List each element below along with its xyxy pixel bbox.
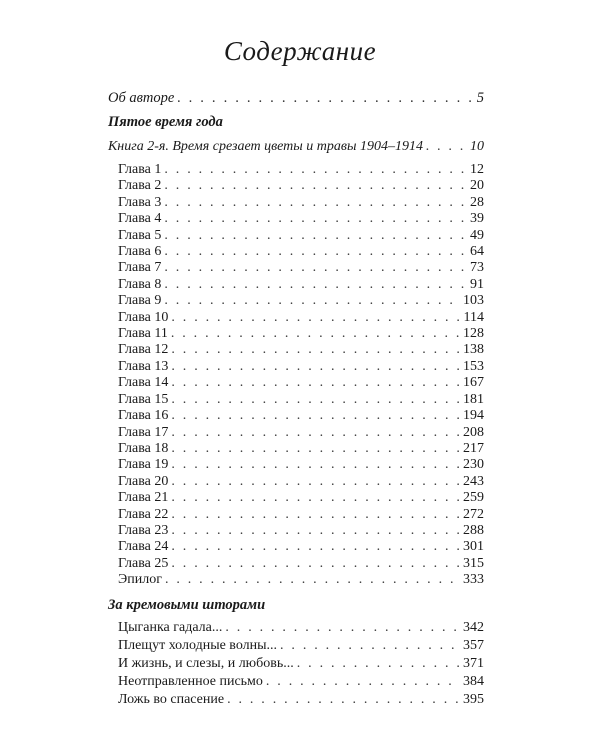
toc-entry-about[interactable] — [108, 88, 484, 108]
dot-leader — [164, 293, 460, 309]
dot-leader — [171, 556, 460, 572]
toc-entry-page: 73 — [470, 260, 484, 276]
toc-entry-label: Цыганка гадала... — [118, 619, 223, 635]
toc-entry-page: 114 — [463, 309, 484, 325]
toc-entry-chapter[interactable] — [118, 392, 484, 408]
toc-entry-chapter[interactable] — [118, 490, 484, 506]
dot-leader — [171, 539, 460, 555]
toc-entry-label: Глава 12 — [118, 342, 169, 358]
toc-entry-label: Глава 14 — [118, 375, 169, 391]
toc-entry-label: Книга 2-я. Время срезает цветы и травы 1904–1914 — [108, 139, 423, 154]
toc-entry-page: 395 — [463, 692, 484, 708]
toc-entry-page: 208 — [463, 424, 484, 440]
toc-entry-label: Глава 16 — [118, 408, 169, 424]
toc-entry-page: 243 — [463, 473, 484, 489]
toc-entry-page: 181 — [463, 391, 484, 407]
toc-entry-chapter[interactable] — [118, 244, 484, 260]
toc-entry-chapter[interactable] — [118, 507, 484, 523]
toc-entry-page: 28 — [470, 194, 484, 210]
toc-entry-chapter[interactable] — [118, 474, 484, 490]
toc-entry-book[interactable] — [108, 138, 484, 156]
toc-entry-label: Глава 7 — [118, 260, 162, 276]
toc-entry-page: 315 — [463, 555, 484, 571]
toc-entry-page: 49 — [470, 227, 484, 243]
toc-entry-page: 384 — [463, 674, 484, 690]
toc-entry-label: Глава 23 — [118, 522, 169, 538]
toc-entry-chapter[interactable] — [118, 260, 484, 276]
dot-leader — [164, 162, 467, 178]
dot-leader — [164, 211, 467, 227]
toc-entry-chapter[interactable] — [118, 425, 484, 441]
toc-entry-page: 342 — [463, 619, 484, 635]
toc-entry-page: 217 — [463, 440, 484, 456]
dot-leader — [171, 425, 460, 441]
toc-entry-epilogue[interactable] — [118, 572, 484, 588]
toc-entry-label: Глава 20 — [118, 473, 169, 489]
toc-entry-chapter[interactable] — [118, 195, 484, 211]
toc-entry-chapter[interactable] — [118, 523, 484, 539]
toc-entry-label: Глава 24 — [118, 539, 169, 555]
dot-leader — [225, 619, 460, 637]
toc-entry-label: Глава 11 — [118, 326, 168, 342]
toc-entry-label: Глава 8 — [118, 276, 162, 292]
toc-entry-label: Глава 18 — [118, 440, 169, 456]
dot-leader — [171, 359, 460, 375]
dot-leader — [171, 474, 460, 490]
toc-entry-page: 91 — [470, 276, 484, 292]
toc-entry-chapter[interactable] — [118, 277, 484, 293]
toc-entry-label: Глава 21 — [118, 490, 169, 506]
toc-entry-story[interactable] — [118, 691, 484, 709]
dot-leader — [171, 310, 460, 326]
toc-entry-label: Об авторе — [108, 90, 175, 106]
dot-leader — [164, 260, 467, 276]
toc-entry-chapter[interactable] — [118, 441, 484, 457]
toc-entry-label: Глава 6 — [118, 244, 162, 260]
dot-leader — [171, 392, 460, 408]
toc-entry-page: 153 — [463, 358, 484, 374]
toc-entry-label: Неотправленное письмо — [118, 674, 263, 690]
dot-leader — [164, 178, 467, 194]
toc-entry-page: 20 — [470, 178, 484, 194]
dot-leader — [297, 655, 460, 673]
toc-entry-page: 64 — [470, 244, 484, 260]
toc-entry-story[interactable] — [118, 637, 484, 655]
toc-entry-page: 128 — [463, 326, 484, 342]
toc-entry-page: 5 — [476, 90, 484, 106]
toc-entry-chapter[interactable] — [118, 539, 484, 555]
toc-entry-label: Глава 13 — [118, 358, 169, 374]
toc-entry-page: 272 — [463, 506, 484, 522]
dot-leader — [227, 691, 460, 709]
dot-leader — [171, 441, 460, 457]
toc-entry-chapter[interactable] — [118, 326, 484, 342]
dot-leader — [171, 523, 460, 539]
toc-entry-label: Глава 25 — [118, 555, 169, 571]
toc-entry-chapter[interactable] — [118, 457, 484, 473]
dot-leader — [164, 228, 467, 244]
toc-entry-label: Ложь во спасение — [118, 692, 225, 708]
toc-entry-label: Плещут холодные волны... — [118, 637, 278, 653]
toc-entry-chapter[interactable] — [118, 359, 484, 375]
dot-leader — [177, 88, 473, 108]
toc-entry-page: 12 — [470, 162, 484, 177]
dot-leader — [171, 342, 460, 358]
toc-entry-label: И жизнь, и слезы, и любовь... — [118, 655, 294, 671]
toc-entry-label: Глава 9 — [118, 293, 162, 309]
toc-entry-page: 357 — [463, 637, 484, 653]
dot-leader — [171, 375, 460, 391]
dot-leader — [171, 457, 460, 473]
toc-entry-label: Глава 15 — [118, 391, 169, 407]
toc-entry-page: 371 — [463, 655, 484, 671]
dot-leader — [164, 277, 467, 293]
toc-entry-page: 259 — [463, 490, 484, 506]
dot-leader — [164, 195, 467, 211]
toc-entry-page: 194 — [463, 408, 484, 424]
toc-entry-label: Эпилог — [118, 572, 162, 588]
toc-entry-chapter[interactable] — [118, 293, 484, 309]
toc-entry-page: 39 — [470, 211, 484, 227]
table-of-contents — [108, 88, 484, 710]
toc-entry-chapter[interactable] — [118, 310, 484, 326]
toc-entry-label: Глава 3 — [118, 194, 162, 210]
toc-entry-page: 138 — [463, 342, 484, 358]
toc-entry-label: Глава 19 — [118, 457, 169, 473]
toc-entry-label: Глава 10 — [118, 309, 169, 325]
section-title: За кремовыми шторами — [108, 596, 266, 613]
toc-entry-label: Глава 1 — [118, 162, 162, 177]
toc-entry-story[interactable] — [118, 619, 484, 637]
dot-leader — [266, 673, 460, 691]
toc-entry-story[interactable] — [118, 673, 484, 691]
dot-leader — [426, 138, 467, 156]
chapter-list — [108, 162, 484, 589]
toc-entry-chapter[interactable] — [118, 375, 484, 391]
dot-leader — [171, 507, 460, 523]
toc-entry-page: 10 — [470, 139, 484, 154]
toc-entry-label: Глава 2 — [118, 178, 162, 194]
toc-entry-story[interactable] — [118, 655, 484, 673]
toc-entry-chapter[interactable] — [118, 342, 484, 358]
story-list — [108, 619, 484, 710]
toc-entry-page: 333 — [463, 572, 484, 588]
page-title: Содержание — [223, 36, 377, 66]
toc-entry-chapter[interactable] — [118, 178, 484, 194]
toc-entry-label: Глава 5 — [118, 227, 162, 243]
toc-entry-chapter[interactable] — [118, 556, 484, 572]
toc-entry-page: 288 — [463, 522, 484, 538]
toc-entry-chapter[interactable] — [118, 228, 484, 244]
dot-leader — [164, 244, 467, 260]
toc-entry-chapter[interactable] — [118, 211, 484, 227]
toc-entry-chapter[interactable] — [118, 408, 484, 424]
dot-leader — [280, 637, 460, 655]
toc-entry-page: 167 — [463, 375, 484, 391]
dot-leader — [171, 326, 460, 342]
toc-entry-page: 230 — [463, 457, 484, 473]
toc-entry-chapter[interactable] — [118, 162, 484, 178]
dot-leader — [165, 572, 460, 588]
dot-leader — [171, 408, 460, 424]
section-title: Пятое время года — [108, 114, 223, 130]
toc-entry-label: Глава 4 — [118, 211, 162, 227]
toc-entry-page: 301 — [463, 539, 484, 555]
toc-entry-label: Глава 17 — [118, 424, 169, 440]
toc-entry-label: Глава 22 — [118, 506, 169, 522]
dot-leader — [171, 490, 460, 506]
toc-entry-page: 103 — [463, 293, 484, 309]
